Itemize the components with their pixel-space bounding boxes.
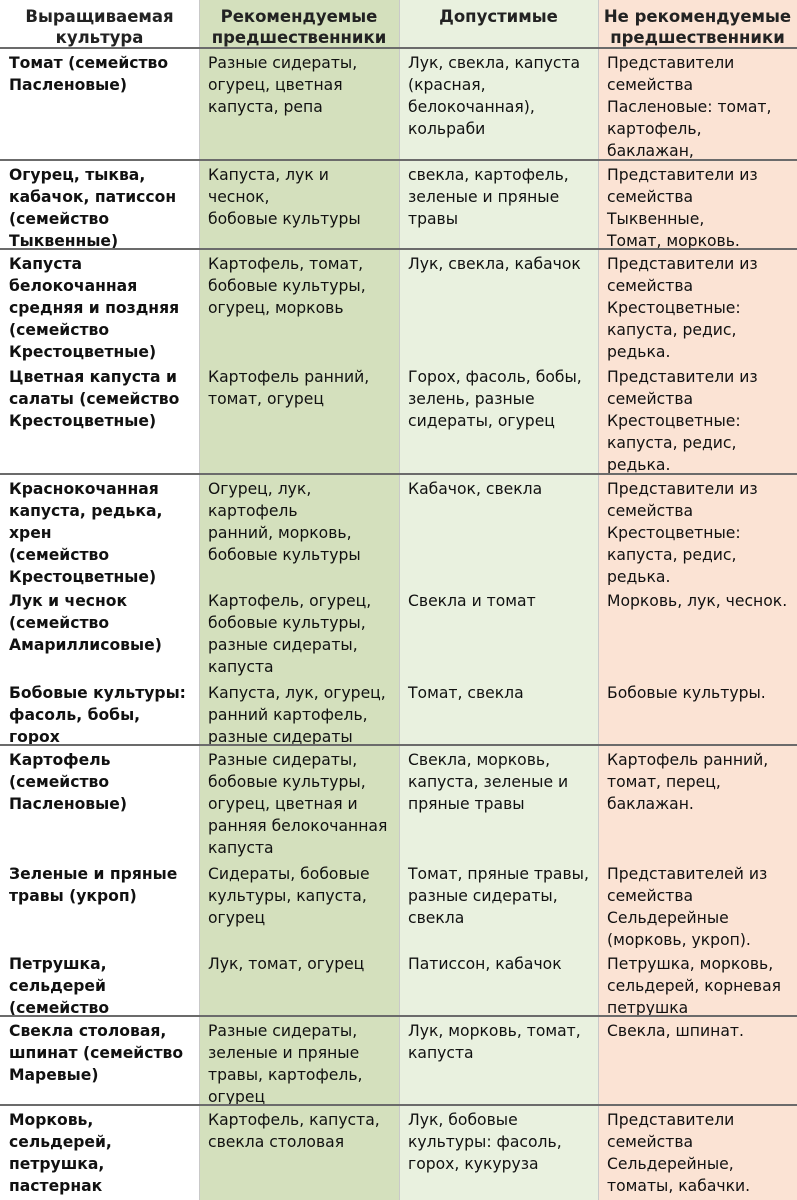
cell-not-recommended: Представители из семейства Тыквенные, Томат, морковь. xyxy=(607,166,758,248)
row-divider xyxy=(0,744,797,746)
cell-not-recommended: Морковь, лук, чеснок. xyxy=(607,592,788,610)
cell-allowed: Томат, пряные травы, разные сидераты, свекла xyxy=(408,865,589,927)
cell-recommended: Огурец, лук, картофель ранний, морковь, бобовые культуры xyxy=(208,480,361,564)
row-divider xyxy=(0,473,797,475)
cell-recommended: Сидераты, бобовые культуры, капуста, огурец xyxy=(208,865,370,927)
cell-crop: Капуста белокочанная средняя и поздняя (семейство Крестоцветные) xyxy=(9,255,180,361)
cell-recommended: Картофель, огурец, бобовые культуры, разные сидераты, капуста xyxy=(208,592,372,676)
cell-allowed: Патиссон, кабачок xyxy=(408,955,562,973)
cell-allowed: Горох, фасоль, бобы, зелень, разные сидераты, огурец xyxy=(408,368,582,430)
cell-allowed: свекла, картофель, зеленые и пряные травы xyxy=(408,166,569,228)
cell-recommended: Лук, томат, огурец xyxy=(208,955,365,973)
cell-crop: Цветная капуста и салаты (семейство Крестоцветные) xyxy=(9,368,180,430)
cell-recommended: Картофель ранний, томат, огурец xyxy=(208,368,370,408)
cell-allowed: Лук, свекла, кабачок xyxy=(408,255,581,273)
header-crop: Выращиваемая культура xyxy=(25,7,174,47)
cell-crop: Огурец, тыква, кабачок, патиссон (семейство Тыквенные) xyxy=(9,166,177,248)
cell-allowed: Томат, свекла xyxy=(408,684,524,702)
cell-recommended: Картофель, капуста, свекла столовая xyxy=(208,1111,380,1151)
cell-recommended: Разные сидераты, огурец, цветная капуста, репа xyxy=(208,54,358,116)
cell-crop: Бобовые культуры: фасоль, бобы, горох xyxy=(9,684,186,744)
cell-allowed: Свекла, морковь, капуста, зеленые и пряные травы xyxy=(408,751,569,813)
cell-crop: Свекла столовая, шпинат (семейство Маревые) xyxy=(9,1022,184,1084)
cell-not-recommended: Петрушка, морковь, сельдерей, корневая петрушка xyxy=(607,955,782,1015)
cell-not-recommended: Представители из семейства Крестоцветные: капуста, редис, редька. xyxy=(607,368,758,473)
cell-allowed: Лук, морковь, томат, капуста xyxy=(408,1022,581,1062)
cell-not-recommended: Представители семейства Пасленовые: томат, картофель, баклажан, xyxy=(607,54,772,159)
cell-allowed: Кабачок, свекла xyxy=(408,480,543,498)
cell-not-recommended: Представители из семейства Крестоцветные: капуста, редис, редька. xyxy=(607,480,758,585)
cell-crop: Петрушка, сельдерей (семейство xyxy=(9,955,110,1015)
cell-crop: Морковь, сельдерей, петрушка, пастернак xyxy=(9,1111,112,1195)
cell-crop: Зеленые и пряные травы (укроп) xyxy=(9,865,178,905)
cell-not-recommended: Картофель ранний, томат, перец, баклажан. xyxy=(607,751,769,813)
cell-recommended: Капуста, лук и чеснок, бобовые культуры xyxy=(208,166,361,228)
row-divider xyxy=(0,248,797,250)
header-not-recommended: Не рекомендуемые предшественники xyxy=(603,7,792,47)
cell-crop: Томат (семейство Пасленовые) xyxy=(9,54,169,94)
cell-not-recommended: Свекла, шпинат. xyxy=(607,1022,744,1040)
cell-not-recommended: Представители из семейства Крестоцветные: капуста, редис, редька. xyxy=(607,255,758,361)
header-recommended: Рекомендуемые предшественники xyxy=(211,7,387,47)
cell-recommended: Разные сидераты, бобовые культуры, огурец, цветная и ранняя белокочанная капуста xyxy=(208,751,388,857)
cell-recommended: Капуста, лук, огурец, ранний картофель, разные сидераты xyxy=(208,684,386,744)
cell-allowed: Лук, бобовые культуры: фасоль, горох, кукуруза xyxy=(408,1111,562,1173)
row-divider xyxy=(0,47,797,49)
cell-not-recommended: Представители семейства Сельдерейные, томаты, кабачки. xyxy=(607,1111,751,1195)
row-divider xyxy=(0,159,797,161)
column-divider xyxy=(598,0,599,1200)
header-allowed: Допустимые xyxy=(439,7,558,26)
cell-crop: Картофель (семейство Пасленовые) xyxy=(9,751,127,813)
column-divider xyxy=(199,0,200,1200)
cell-crop: Лук и чеснок (семейство Амариллисовые) xyxy=(9,592,162,654)
cell-not-recommended: Бобовые культуры. xyxy=(607,684,766,702)
cell-recommended: Разные сидераты, зеленые и пряные травы, картофель, огурец xyxy=(208,1022,363,1104)
cell-recommended: Картофель, томат, бобовые культуры, огурец, морковь xyxy=(208,255,366,317)
cell-not-recommended: Представителей из семейства Сельдерейные (морковь, укроп). xyxy=(607,865,768,948)
row-divider xyxy=(0,1015,797,1017)
cell-allowed: Лук, свекла, капуста (красная, белокочанная), кольраби xyxy=(408,54,581,138)
row-divider xyxy=(0,1104,797,1106)
column-divider xyxy=(399,0,400,1200)
cell-allowed: Свекла и томат xyxy=(408,592,536,610)
cell-crop: Краснокочанная капуста, редька, хрен (семейство Крестоцветные) xyxy=(9,480,163,585)
